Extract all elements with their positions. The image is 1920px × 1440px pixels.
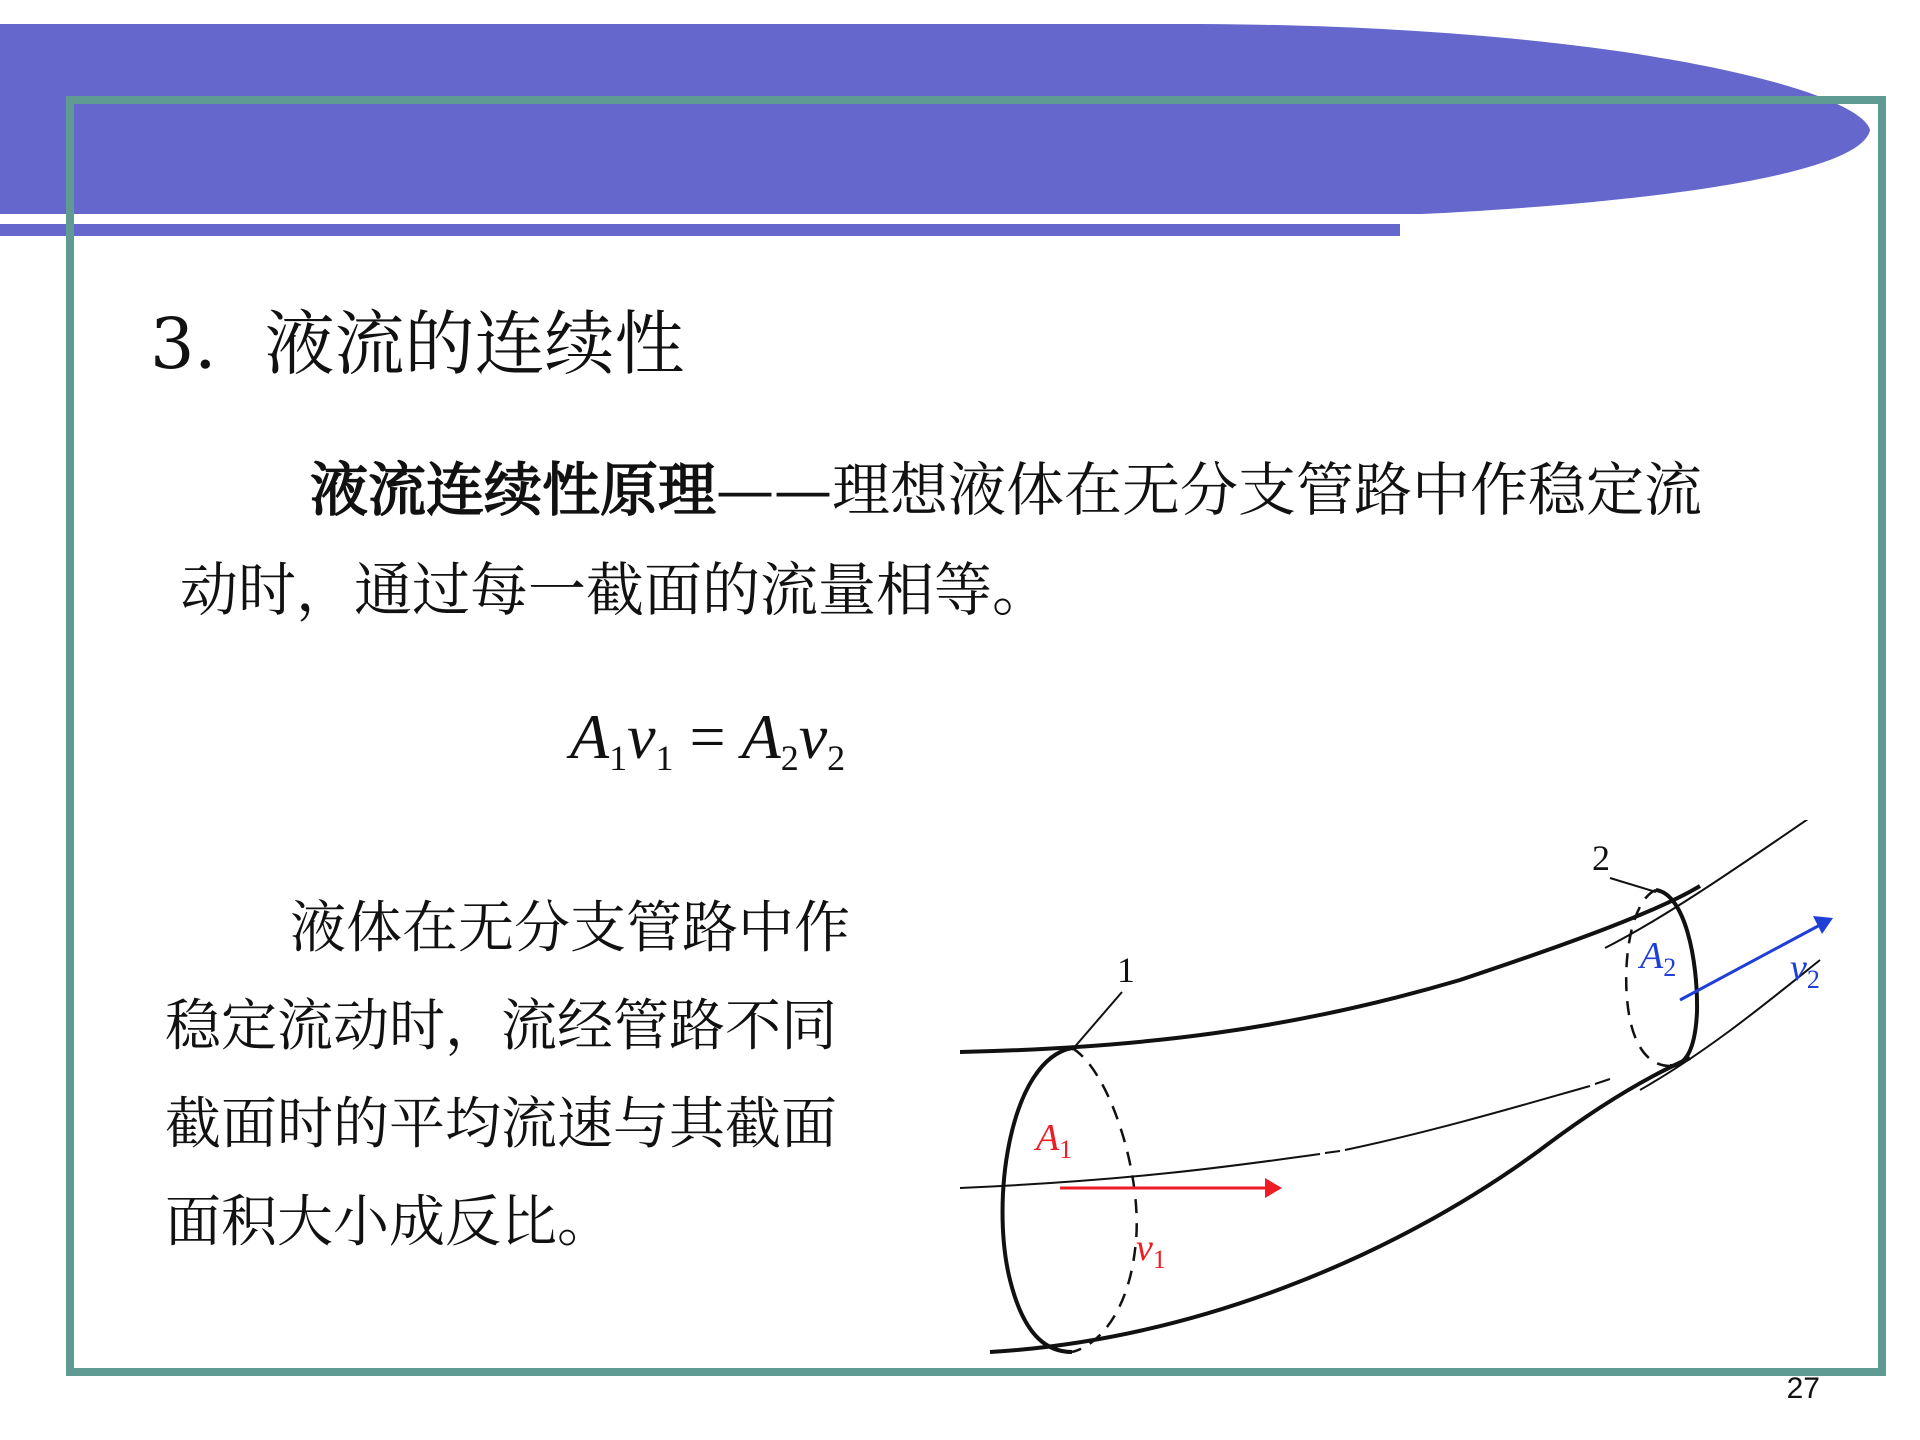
velocity2-letter: v (1790, 947, 1807, 989)
area1-label (1033, 1117, 1072, 1164)
page-number: 27 (1786, 1372, 1820, 1405)
velocity1-letter: v (1136, 1227, 1153, 1269)
pipe-top-wall (960, 886, 1700, 1052)
velocity2-label (1790, 947, 1820, 994)
area2-sub: 2 (1663, 953, 1677, 982)
continuity-formula (570, 700, 845, 779)
pipe-bottom-wall (990, 1058, 1690, 1352)
velocity1-label (1136, 1227, 1166, 1274)
pipe-diagram (940, 820, 1880, 1380)
section2-leader (1610, 878, 1656, 892)
formula-a2: A (741, 701, 781, 772)
formula-a1-sub: 1 (609, 738, 628, 778)
formula-equals: = (689, 701, 726, 772)
velocity2-arrow-head (1813, 916, 1833, 934)
principle-label: 液流连续性原理 (310, 456, 717, 524)
side-paragraph (165, 880, 885, 1272)
velocity2-sub: 2 (1806, 965, 1820, 994)
velocity1-sub: 1 (1152, 1245, 1166, 1274)
area1-letter: A (1036, 1117, 1060, 1159)
section1-leader (1072, 992, 1122, 1050)
formula-v1-sub: 1 (655, 738, 674, 778)
formula-a1: A (570, 701, 610, 772)
slide-title: 3．液流的连续性 (150, 303, 685, 385)
velocity1-arrow-head (1265, 1178, 1282, 1198)
side-paragraph-text: 液体在无分支管路中作稳定流动时，流经管路不同截面时的平均流速与其截面面积大小成反比。 (165, 896, 850, 1255)
section1-back (1072, 1048, 1137, 1352)
area2-label (1637, 935, 1676, 982)
section1-front (1003, 1048, 1072, 1352)
formula-v2: v (798, 701, 828, 772)
formula-v1: v (627, 701, 656, 772)
pipe-centerline-dash2 (1595, 1079, 1610, 1084)
formula-a2-sub: 2 (780, 738, 799, 778)
pipe-centerline-dash (1325, 1151, 1340, 1153)
formula-v2-sub: 2 (827, 738, 846, 778)
area2-letter: A (1640, 935, 1664, 977)
principle-dash: —— (716, 456, 833, 524)
principle-paragraph (180, 440, 1760, 640)
principle-text: 理想液体在无分支管路中作稳定流动时，通过每一截面的流量相等。 (180, 456, 1703, 624)
section2-label: 2 (1592, 838, 1610, 878)
area1-sub: 1 (1059, 1135, 1073, 1164)
section1-label: 1 (1117, 950, 1135, 990)
